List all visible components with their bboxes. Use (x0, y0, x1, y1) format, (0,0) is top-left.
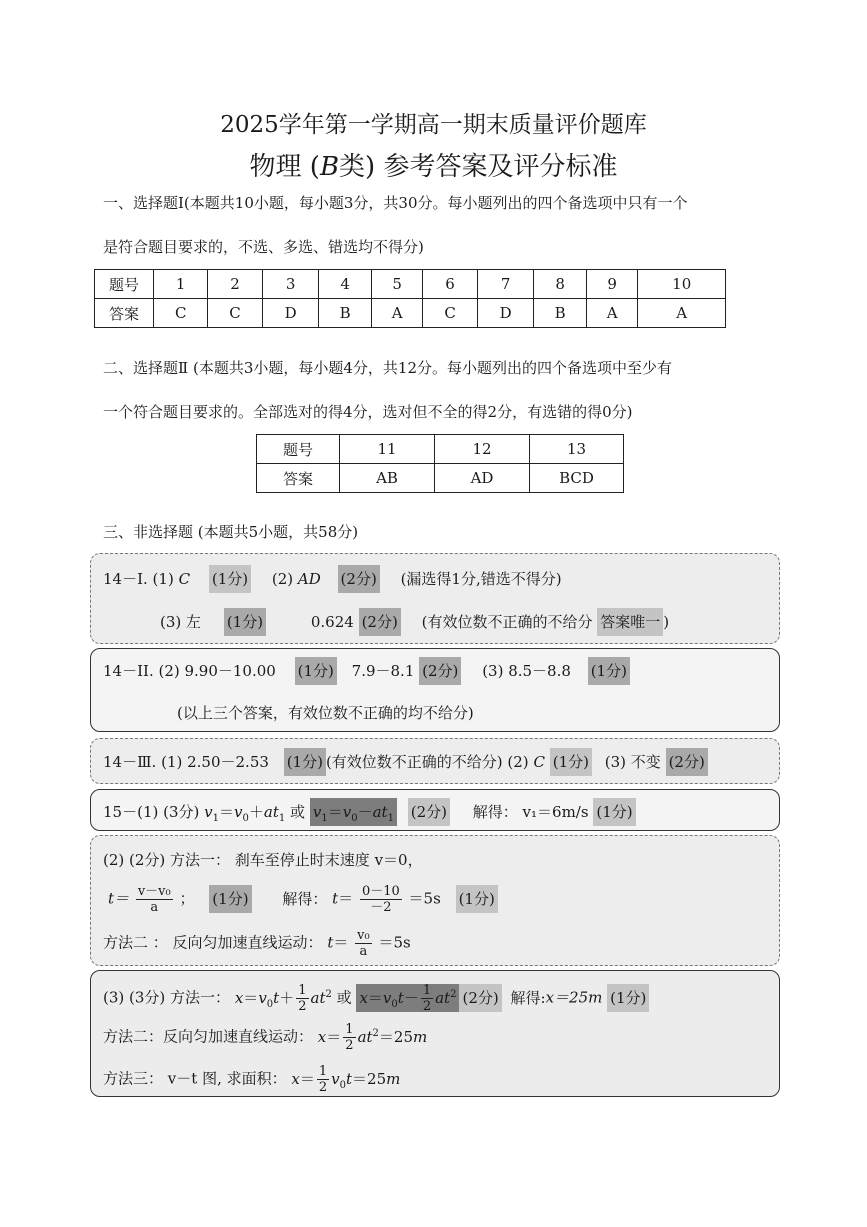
score-badge: (1分) (209, 565, 251, 593)
q15-3-line1: (3) (3分) 方法一： $x=v_0t+$ $\frac{1}{2}$ $at^2$ 或 $x=v_0t-$ $\frac{1}{2}$ $at^2$ (2分) 解得:x＝25m (1分) (103, 983, 649, 1014)
score-badge: (1分) (456, 885, 498, 913)
score-badge: (2分) (359, 608, 401, 636)
score-badge: (1分) (284, 748, 326, 776)
table-row (95, 270, 726, 299)
table-cell: 6 (423, 270, 477, 299)
q14-1-line1: 14－I. (1) C (1分) (2) AD (2分) (漏选得1分,错选不得分) (103, 568, 562, 589)
table-cell: 2 (208, 270, 262, 299)
q15-3-line3: 方法三： v－t 图, 求面积： x＝ $\frac{1}{2}$ $v_0t=25m$ (103, 1064, 401, 1095)
formula: $v_1=v_0+at_1$ (204, 803, 286, 824)
page-subtitle: 物理 (B类) 参考答案及评分标准 (249, 152, 618, 182)
table-cell: D (262, 299, 319, 328)
q14-2-line1: 14－II. (2) 9.90－10.00 (1分) 7.9－8.1 (2分) (3) 8.5－8.8 (1分) (103, 660, 630, 681)
table-cell: AD (435, 464, 530, 493)
q14-3-line: 14－Ⅲ. (1) 2.50－2.53 (1分) (有效位数不正确的不给分) (2) C (1分) (3) 不变 (2分) (103, 751, 708, 772)
score-badge: (2分) (459, 984, 501, 1012)
table-cell: 3 (262, 270, 319, 299)
q14-1-line2: (3) 左 (1分) 0.624 (2分) (有效位数不正确的不给分 答案唯一 ) (160, 611, 669, 632)
table-cell: B (319, 299, 371, 328)
section2-instruction-line1: 二、选择题Ⅱ (本题共3小题，每小题4分，共12分。每小题列出的四个备选项中至少有 (103, 359, 672, 377)
q15-2-line2: t＝ $\frac{\text{v－v₀}}{a}$ ； (1分) 解得： t＝ $\frac{0-10}{-2}$ ＝5s (1分) (108, 884, 498, 915)
formula: $x=v_0t+$ $\frac{1}{2}$ $at^2$ (234, 983, 332, 1014)
page-title: 2025学年第一学期高一期末质量评价题库 (220, 112, 647, 138)
fraction: $\frac{\text{v₀}}{a}$ (357, 928, 370, 959)
section1-answer-table (94, 269, 726, 328)
row-label: 答案 (95, 299, 154, 328)
score-badge: (2分) (666, 748, 708, 776)
score-badge: (1分) (209, 885, 251, 913)
score-badge: (2分) (338, 565, 380, 593)
section3-heading: 三、非选择题 (本题共5小题，共58分) (103, 523, 359, 541)
table-cell: C (208, 299, 262, 328)
formula-highlight: $v_1=v_0-at_1$ (310, 798, 397, 826)
q15-3-line2: 方法二：反向匀加速直线运动： x＝ $\frac{1}{2}$ $at^2=25m$ (103, 1022, 428, 1053)
table-cell: 1 (154, 270, 208, 299)
table-cell: AB (340, 464, 435, 493)
table-cell: 13 (530, 435, 624, 464)
formula: x＝ $\frac{1}{2}$ $at^2=25m$ (317, 1022, 428, 1053)
fraction: $\frac{\text{v－v₀}}{a}$ (137, 884, 171, 915)
score-badge: (2分) (419, 657, 461, 685)
q15-2-line3: 方法二 ： 反向匀加速直线运动： t＝ $\frac{\text{v₀}}{a}$ ＝5s (103, 928, 411, 959)
row-label: 题号 (95, 270, 154, 299)
table-cell: 9 (586, 270, 638, 299)
table-cell: 4 (319, 270, 371, 299)
section2-instruction-line2: 一个符合题目要求的。全部选对的得4分，选对但不全的得2分，有选错的得0分) (103, 403, 633, 421)
row-label: 题号 (257, 435, 340, 464)
table-cell: C (154, 299, 208, 328)
fraction: $\frac{0-10}{-2}$ (361, 884, 400, 915)
score-badge: (1分) (295, 657, 337, 685)
table-cell: 8 (534, 270, 586, 299)
table-row (257, 435, 624, 464)
q15-2-line1: (2) (2分) 方法一： 刹车至停止时末速度 v＝0， (103, 851, 423, 869)
q15-1-line: 15－(1) (3分) $v_1=v_0+at_1$ 或 $v_1=v_0-at_1$ (2分) 解得： v₁＝6m/s (1分) (103, 801, 636, 824)
score-badge: (1分) (588, 657, 630, 685)
table-cell: 12 (435, 435, 530, 464)
table-cell: 7 (477, 270, 534, 299)
formula: x＝ $\frac{1}{2}$ $v_0t=25m$ (291, 1064, 401, 1095)
table-cell: 5 (371, 270, 423, 299)
table-cell: 10 (638, 270, 726, 299)
score-badge: (1分) (607, 984, 649, 1012)
table-cell: A (586, 299, 638, 328)
score-badge: (2分) (408, 798, 450, 826)
formula-highlight: $x=v_0t-$ $\frac{1}{2}$ $at^2$ (356, 984, 459, 1012)
note-highlight: 答案唯一 (597, 608, 663, 636)
table-cell: B (534, 299, 586, 328)
table-cell: C (423, 299, 477, 328)
section1-instruction-line1: 一、选择题I(本题共10小题，每小题3分，共30分。每小题列出的四个备选项中只有一个 (103, 194, 688, 212)
score-badge: (1分) (550, 748, 592, 776)
q14-2-line2: (以上三个答案，有效位数不正确的均不给分) (177, 704, 474, 722)
score-badge: (1分) (593, 798, 635, 826)
table-row (95, 299, 726, 328)
table-cell: 11 (340, 435, 435, 464)
row-label: 答案 (257, 464, 340, 493)
table-row (257, 464, 624, 493)
section2-answer-table (256, 434, 624, 493)
table-cell: BCD (530, 464, 624, 493)
table-cell: A (638, 299, 726, 328)
table-cell: D (477, 299, 534, 328)
score-badge: (1分) (224, 608, 266, 636)
table-cell: A (371, 299, 423, 328)
section1-instruction-line2: 是符合题目要求的，不选、多选、错选均不得分) (103, 238, 424, 256)
